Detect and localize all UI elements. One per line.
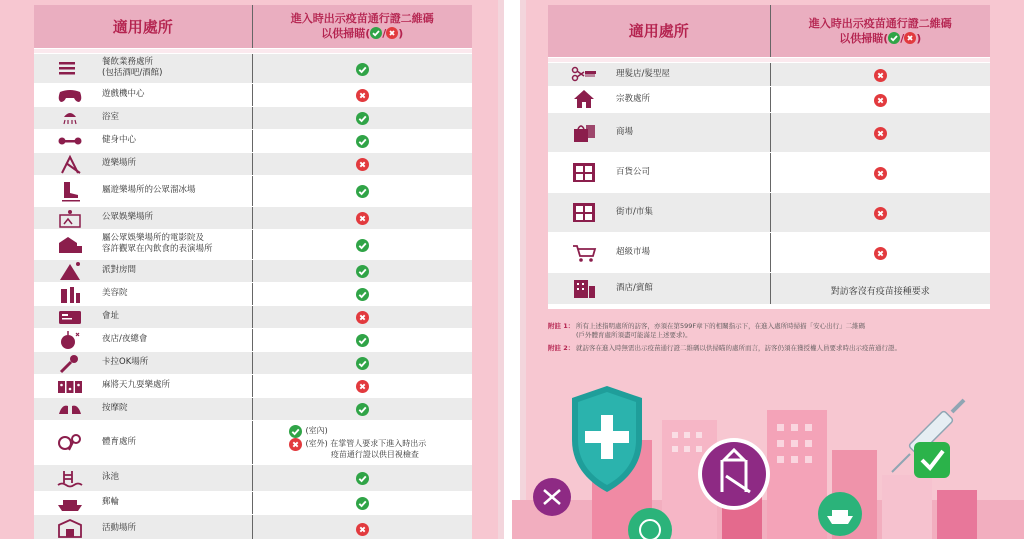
cross-icon	[356, 212, 369, 225]
swimming-pool-icon	[56, 467, 84, 489]
venue-cell	[34, 106, 252, 129]
table-row	[34, 229, 472, 259]
header-qr-requirement	[252, 5, 472, 48]
table-row	[34, 374, 472, 397]
venue-cell	[548, 62, 770, 86]
microphone-icon	[56, 352, 84, 374]
venue-cell	[34, 491, 252, 514]
checkmark-badge-icon	[914, 442, 950, 478]
venue-cell	[34, 420, 252, 464]
table-row	[548, 62, 990, 86]
venue-cell	[34, 229, 252, 259]
table-row	[34, 106, 472, 129]
check-icon	[356, 112, 369, 125]
venue-cell	[34, 53, 252, 83]
shower-icon	[56, 107, 84, 129]
hotel-building-icon	[570, 277, 598, 299]
event-venue-icon	[56, 517, 84, 539]
table-row	[548, 232, 990, 272]
footnote	[548, 344, 988, 353]
cross-icon	[874, 69, 887, 82]
venue-cell	[34, 328, 252, 351]
table-row	[548, 192, 990, 232]
requirement-text: 對訪客沒有疫苗接種要求	[830, 286, 930, 297]
table-row	[548, 86, 990, 112]
header-qr-requirement	[770, 5, 990, 57]
disco-ball-icon	[56, 329, 84, 351]
requirement-cell	[252, 229, 472, 259]
requirement-cell	[252, 83, 472, 106]
cross-icon	[356, 89, 369, 102]
table-row	[34, 514, 472, 539]
requirement-cell	[252, 259, 472, 282]
requirement-cell	[252, 374, 472, 397]
cruise-badge-icon	[818, 492, 862, 536]
mahjong-icon	[56, 375, 84, 397]
table-row	[34, 53, 472, 83]
playground-badge-icon	[698, 438, 770, 510]
table-row	[34, 351, 472, 374]
scissors-badge-icon	[533, 478, 571, 516]
cruise-ship-icon	[56, 492, 84, 514]
right-venue-table	[548, 5, 990, 309]
check-icon	[888, 32, 900, 44]
header-qr-line2: 以供掃瞄( / )	[839, 31, 922, 45]
venue-cell	[34, 175, 252, 206]
left-venue-table	[34, 5, 472, 533]
header-qr-line1: 進入時出示疫苗通行證二維碼	[290, 12, 434, 26]
venue-label: 遊戲機中心	[102, 89, 145, 99]
venue-label: 公眾娛樂場所	[102, 212, 154, 222]
check-icon	[356, 239, 369, 252]
cross-icon	[356, 380, 369, 393]
requirement-cell	[252, 175, 472, 206]
venue-label: 百貨公司	[616, 166, 651, 177]
table-row	[34, 305, 472, 328]
cross-icon	[289, 438, 302, 451]
right-table-header	[548, 5, 990, 57]
requirement-cell	[770, 232, 990, 272]
venue-label: 街市/市集	[616, 206, 653, 217]
city-vaccine-illustration	[512, 380, 1024, 539]
check-icon	[356, 357, 369, 370]
venue-label: 會址	[102, 311, 120, 321]
requirement-cell	[252, 152, 472, 175]
table-row	[34, 491, 472, 514]
requirement-cell	[770, 86, 990, 112]
check-icon	[370, 27, 382, 39]
requirement-cell	[252, 282, 472, 305]
party-icon	[56, 260, 84, 282]
venue-label: 宗教處所	[616, 93, 651, 104]
venue-label: 餐飲業務處所 (包括酒吧/酒館)	[102, 57, 163, 78]
cosmetics-icon	[56, 283, 84, 305]
table-row	[34, 129, 472, 152]
venue-cell	[34, 282, 252, 305]
cross-icon	[356, 158, 369, 171]
concert-icon	[56, 207, 84, 229]
requirement-cell	[252, 397, 472, 420]
cinema-food-icon	[56, 233, 84, 255]
sports-indoor-note: (室內)	[289, 425, 473, 438]
check-icon	[356, 265, 369, 278]
gamepad-icon	[56, 84, 84, 106]
requirement-cell	[252, 106, 472, 129]
check-icon	[356, 288, 369, 301]
page-edge-left	[498, 0, 504, 539]
table-row	[34, 397, 472, 420]
venue-label: 卡拉OK場所	[102, 357, 149, 367]
venue-cell	[548, 232, 770, 272]
requirement-cell	[252, 514, 472, 539]
shopping-bag-icon	[570, 121, 598, 143]
ice-skate-icon	[56, 180, 84, 202]
venue-cell	[548, 86, 770, 112]
requirement-cell	[770, 152, 990, 192]
requirement-cell	[770, 62, 990, 86]
footnote-tag: 附註 2：	[548, 344, 575, 352]
venue-cell	[34, 83, 252, 106]
check-icon	[356, 334, 369, 347]
cross-icon	[904, 32, 916, 44]
venue-label: 派對房間	[102, 265, 137, 275]
dumbbell-icon	[56, 130, 84, 152]
header-qr-line2: 以供掃瞄( / )	[321, 27, 404, 41]
cross-icon	[874, 127, 887, 140]
table-row	[34, 259, 472, 282]
shopping-cart-icon	[570, 241, 598, 263]
venue-label: 屬遊樂場所的公眾溜冰場	[102, 185, 196, 195]
table-row	[34, 420, 472, 464]
check-icon	[356, 185, 369, 198]
venue-cell	[548, 152, 770, 192]
venue-cell	[34, 305, 252, 328]
venue-label: 活動場所	[102, 522, 137, 533]
venue-cell	[34, 397, 252, 420]
venue-label: 健身中心	[102, 135, 137, 145]
venue-label: 酒店/賓館	[616, 282, 653, 293]
check-icon	[289, 425, 302, 438]
cross-icon	[874, 167, 887, 180]
table-row	[548, 272, 990, 304]
venue-label: 夜店/夜總會	[102, 334, 148, 344]
venue-cell	[548, 112, 770, 152]
venue-label: 郵輪	[102, 497, 120, 507]
table-row	[34, 328, 472, 351]
table-row	[34, 83, 472, 106]
playground-slide-icon	[56, 153, 84, 175]
requirement-cell	[252, 351, 472, 374]
cutlery-icon	[56, 57, 84, 79]
table-row	[34, 152, 472, 175]
venue-label: 屬公眾娛樂場所的電影院及 容許觀眾在內飲食的表演場所	[102, 233, 213, 254]
venue-label: 體育處所	[102, 436, 137, 447]
cross-icon	[386, 27, 398, 39]
scissors-comb-icon	[570, 63, 598, 85]
venue-label: 浴室	[102, 112, 120, 122]
table-row	[34, 464, 472, 491]
cross-icon	[356, 523, 369, 536]
requirement-cell	[252, 491, 472, 514]
table-row	[34, 175, 472, 206]
membership-card-icon	[56, 306, 84, 328]
requirement-cell	[770, 192, 990, 232]
check-icon	[356, 472, 369, 485]
venue-cell	[34, 129, 252, 152]
requirement-cell	[252, 328, 472, 351]
massage-hands-icon	[56, 398, 84, 420]
cross-icon	[356, 311, 369, 324]
footnote-text: 就訪客在進入時無需出示疫苗通行證二維碼以供掃瞄的處所而言，訪客仍須在獲授權人員要求時出示疫苗通行證。	[576, 344, 901, 352]
venue-label: 美容院	[102, 288, 128, 298]
venue-cell	[34, 351, 252, 374]
header-venue: 適用處所	[548, 5, 770, 57]
table-row	[34, 206, 472, 229]
venue-label: 按摩院	[102, 403, 128, 413]
requirement-cell	[252, 53, 472, 83]
cross-icon	[874, 247, 887, 260]
sports-outdoor-note: (室外) 在掌管人要求下進入時出示 疫苗通行證以供目視檢查	[289, 438, 473, 460]
venue-cell	[34, 152, 252, 175]
check-icon	[356, 63, 369, 76]
check-icon	[356, 497, 369, 510]
footnote-tag: 附註 1：	[548, 322, 575, 330]
requirement-cell	[770, 272, 990, 304]
venue-label: 泳池	[102, 472, 120, 482]
table-row	[548, 152, 990, 192]
market-stalls-icon	[570, 201, 598, 223]
requirement-cell	[770, 112, 990, 152]
footnote	[548, 322, 988, 340]
venue-cell	[548, 272, 770, 304]
venue-label: 麻將天九耍樂處所	[102, 380, 171, 390]
requirement-cell	[252, 129, 472, 152]
header-venue: 適用處所	[34, 5, 252, 48]
cross-icon	[874, 94, 887, 107]
venue-cell	[34, 206, 252, 229]
department-store-icon	[570, 161, 598, 183]
requirement-cell	[252, 206, 472, 229]
requirement-cell	[252, 305, 472, 328]
requirement-cell	[252, 420, 472, 464]
venue-cell	[34, 374, 252, 397]
footnote-text: 所有上述指明處所的訪客，亦須在第599F章下的相關指示下，在進入處所時掃描「安心出行」二維碼 (戶外體育處所須盡可能滿足上述要求)。	[576, 322, 866, 339]
venue-label: 遊樂場所	[102, 158, 137, 168]
venue-label: 理髮店/髮型屋	[616, 68, 670, 79]
right-table	[548, 5, 990, 305]
venue-cell	[548, 192, 770, 232]
left-table	[34, 5, 472, 539]
table-row	[34, 282, 472, 305]
venue-label: 商場	[616, 126, 634, 137]
venue-cell	[34, 259, 252, 282]
church-icon	[570, 88, 598, 110]
footnotes	[548, 322, 988, 357]
venue-label: 超級市場	[616, 246, 651, 257]
header-qr-line1: 進入時出示疫苗通行證二維碼	[808, 16, 952, 30]
requirement-cell	[252, 464, 472, 491]
cross-icon	[874, 207, 887, 220]
check-icon	[356, 135, 369, 148]
left-table-header	[34, 5, 472, 48]
table-row	[548, 112, 990, 152]
venue-cell	[34, 514, 252, 539]
check-icon	[356, 403, 369, 416]
sports-ball-icon	[56, 431, 84, 453]
venue-cell	[34, 464, 252, 491]
